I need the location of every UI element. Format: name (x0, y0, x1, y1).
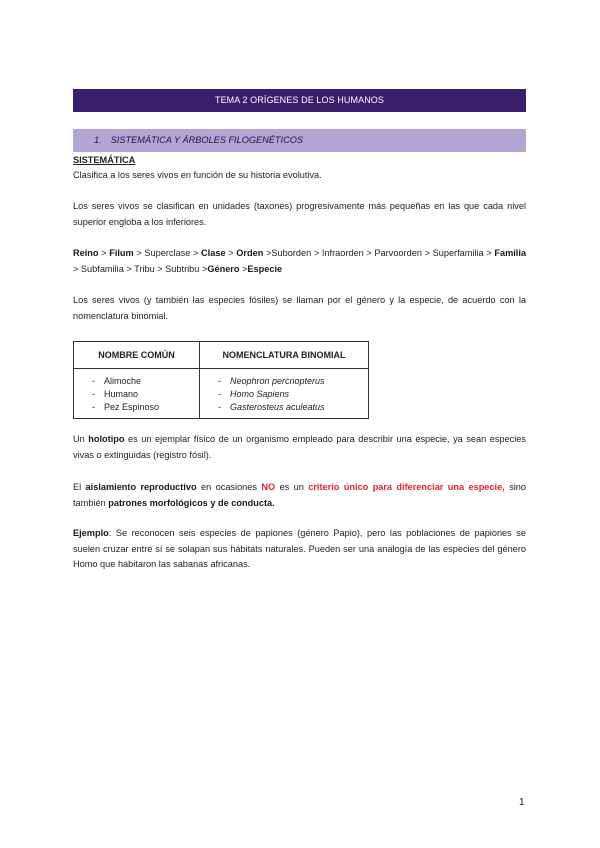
rank-sep: > (239, 263, 248, 274)
col-header-common: NOMBRE COMÚN (74, 342, 200, 369)
doc-title-bar (73, 89, 526, 112)
taxonomy-hierarchy (73, 246, 526, 277)
dash: - (218, 402, 221, 412)
rank-sep: > Subfamilia > Tribu > Subtribu > (73, 263, 208, 274)
text: es un (275, 482, 309, 492)
list-item (200, 375, 368, 388)
list-item (74, 401, 199, 414)
section-title: SISTEMÁTICA Y ÁRBOLES FILOGENÉTICOS (110, 135, 303, 145)
text: Un (73, 434, 89, 444)
dash: - (218, 389, 221, 399)
highlight-no: NO (261, 482, 276, 492)
text: es un ejemplar físico de un organismo empleado para describir una especie, ya sean especies vivas o extinguidas (registro fósil). (73, 434, 526, 460)
rank-sep: > (225, 248, 237, 258)
section-heading-bar (73, 129, 526, 152)
rank-reino: Reino (73, 248, 99, 258)
col-header-binomial: NOMENCLATURA BINOMIAL (200, 342, 369, 369)
term-patrones: patrones morfológicos y de conducta. (108, 497, 275, 508)
paragraph-aislamiento (73, 480, 526, 511)
paragraph-holotipo (73, 432, 526, 463)
common-name: Humano (104, 389, 139, 399)
text: El (73, 482, 86, 492)
rank-sep: >Suborden > Infraorden > Parvoorden > Superfamilia > (263, 248, 495, 258)
list-item (200, 401, 368, 414)
paragraph-ejemplo (73, 526, 526, 573)
paragraph-taxones: Los seres vivos se clasifican en unidades (taxones) progresivamente más pequeñas en las que cada nivel superior engloba a los inferiores. (73, 201, 526, 227)
text: sino también (73, 482, 526, 508)
rank-genero: Género (207, 263, 240, 274)
doc-title: TEMA 2 ORÍGENES DE LOS HUMANOS (214, 95, 385, 105)
label-ejemplo: Ejemplo (73, 528, 109, 538)
section-number: 1. (94, 135, 102, 145)
binomial-names-cell (200, 369, 369, 419)
term-holotipo: holotipo (88, 434, 125, 444)
paragraph-binomial: Los seres vivos (y también las especies fósiles) se llaman por el género y la especie, de acuerdo con la nomenclatura binomial. (73, 295, 526, 321)
common-name: Alimoche (104, 376, 142, 386)
list-item (74, 375, 199, 388)
rank-orden: Orden (236, 248, 264, 258)
highlight-criterio: criterio único para diferenciar una especie, (308, 482, 505, 492)
common-name: Pez Espinoso (104, 402, 160, 412)
list-item (74, 388, 199, 401)
rank-sep: > Superclase > (133, 248, 202, 258)
nomenclature-table (73, 341, 369, 419)
list-item (200, 388, 368, 401)
term-aislamiento: aislamiento reproductivo (85, 482, 197, 492)
text: en ocasiones (196, 482, 262, 492)
table-header-row (74, 342, 369, 369)
dash: - (92, 402, 95, 412)
text: : Se reconocen seis especies de papiones (género Papio), pero las poblaciones de papiones se suelen cruzar entre sí se solapan sus hábitats naturales. Pueden ser una analogía de las especies del género Homo que habitaron las sabanas africanas. (73, 528, 526, 569)
rank-especie: Especie (247, 263, 283, 274)
binomial-name: Neophron percnopterus (230, 376, 325, 386)
common-names-cell (74, 369, 200, 419)
rank-filum: Filum (109, 248, 134, 258)
rank-clase: Clase (201, 248, 226, 258)
page-number: 1 (519, 797, 525, 808)
binomial-name: Gasterosteus aculeatus (230, 402, 325, 412)
rank-familia: Familia (494, 248, 527, 258)
paragraph-definition: Clasifica a los seres vivos en función de su historia evolutiva. (73, 170, 322, 180)
rank-sep: > (98, 248, 110, 258)
dash: - (218, 376, 221, 386)
table-row (74, 369, 369, 419)
binomial-name: Homo Sapiens (230, 389, 290, 399)
subheading-sistematica: SISTEMÁTICA (73, 155, 136, 165)
dash: - (92, 376, 95, 386)
dash: - (92, 389, 95, 399)
